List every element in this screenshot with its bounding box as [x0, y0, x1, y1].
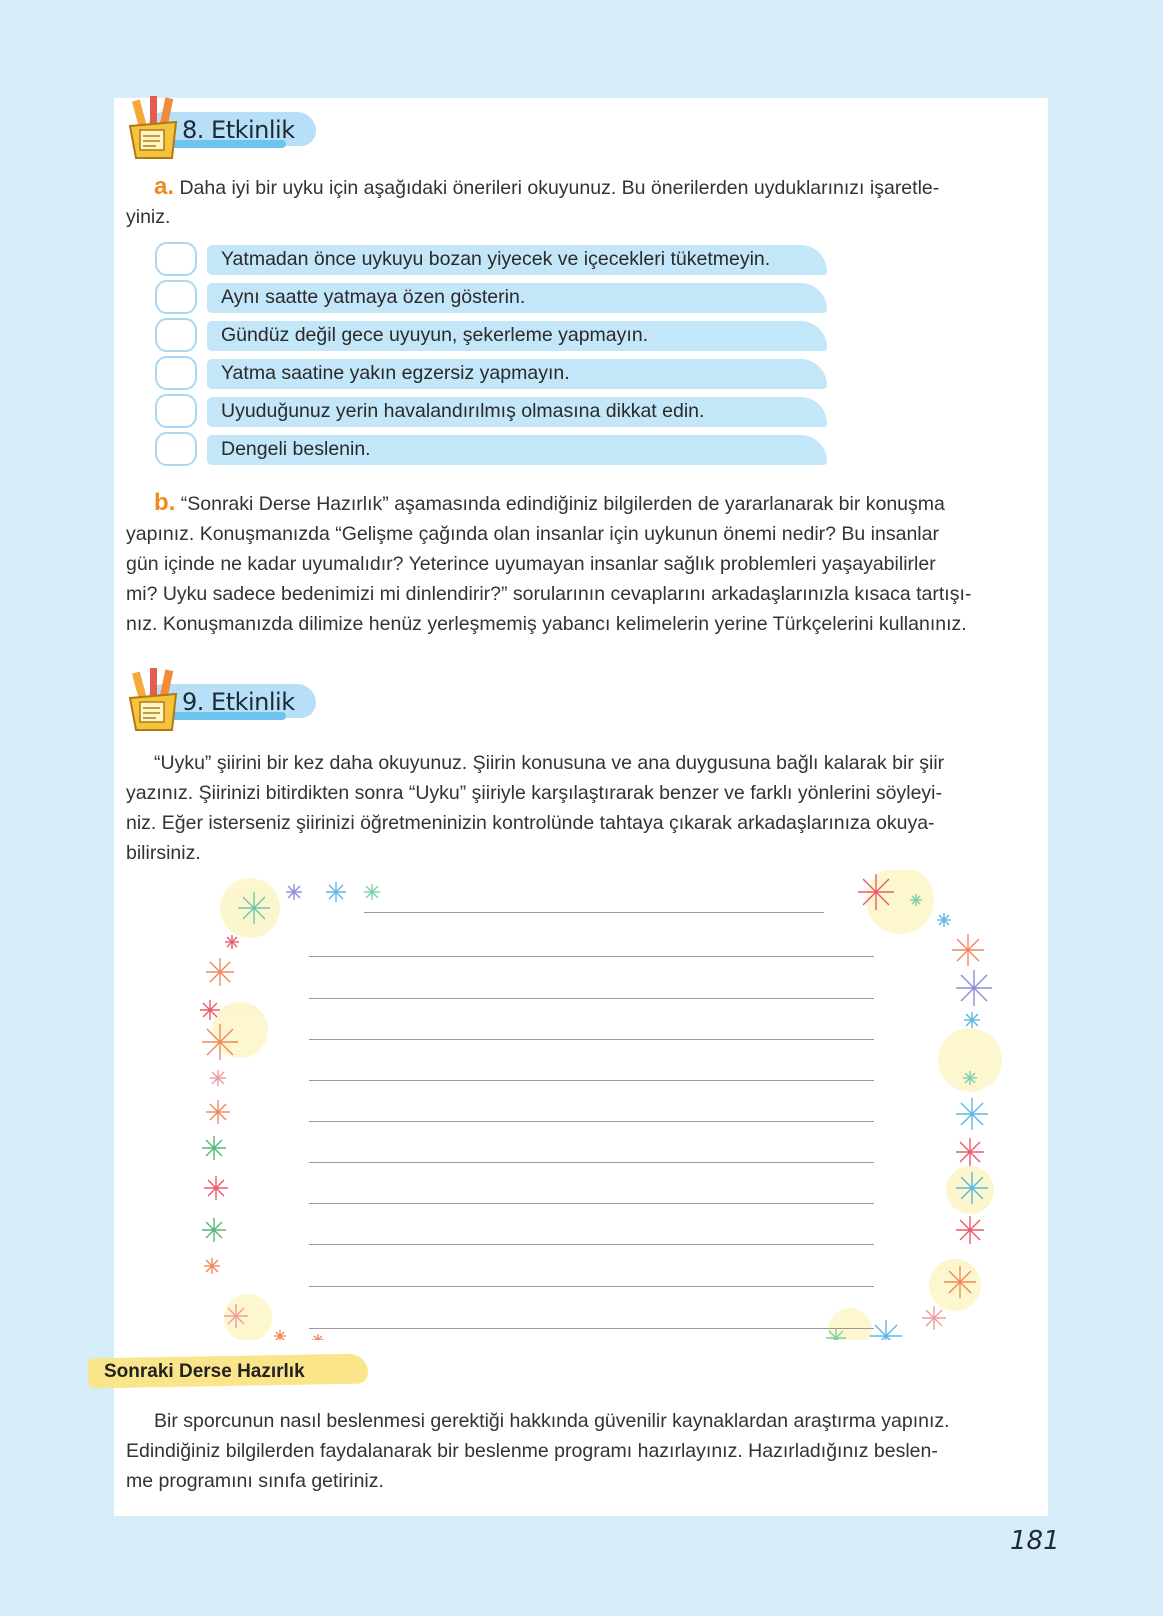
writing-line[interactable]: [309, 1080, 874, 1081]
part-a-instruction: a. Daha iyi bir uyku için aşağıdaki önerileri okuyunuz. Bu önerilerden uyduklarınızı işaretle-: [126, 172, 1036, 203]
pencil-cup-icon: [126, 668, 186, 734]
pencil-cup-icon: [126, 96, 186, 162]
checklist-item[interactable]: Aynı saatte yatmaya özen gösterin.: [155, 280, 855, 316]
prep-header: [88, 1352, 373, 1392]
writing-line[interactable]: [309, 1039, 874, 1040]
checklist-item[interactable]: Yatma saatine yakın egzersiz yapmayın.: [155, 356, 855, 392]
part-a-instruction-cont: yiniz.: [126, 206, 171, 228]
activity-8-header: [126, 96, 326, 166]
activity-9-paragraph: “Uyku” şiirini bir kez daha okuyunuz. Şiirin konusuna ve ana duygusuna bağlı kalarak bir şiir yazınız. Şiirinizi bitirdikten sonra “Uyku” şiiriyle karşılaştırarak benzer ve farklı yönlerini söyleyi- niz. Eğer isterseniz şiirinizi öğretmeninizin kontrolünde tahtaya çıkarak arkadaşlarınıza okuya- bilirsiniz.: [126, 752, 945, 864]
snowflake-frame-decoration: [190, 870, 1010, 1340]
writing-line[interactable]: [309, 956, 874, 957]
checkbox[interactable]: [155, 280, 197, 314]
activity-9-header: [126, 668, 326, 738]
writing-line[interactable]: [309, 1162, 874, 1163]
checkbox[interactable]: [155, 356, 197, 390]
prep-paragraph: Bir sporcunun nasıl beslenmesi gerektiği hakkında güvenilir kaynaklardan araştırma yapınız. Edindiğiniz bilgilerden faydalanarak bir beslenme programı hazırlayınız. Hazırladığınız beslen- me programını sınıfa getiriniz.: [126, 1410, 950, 1492]
part-b-letter: b.: [154, 489, 176, 516]
writing-line[interactable]: [309, 1203, 874, 1204]
prep-title: Sonraki Derse Hazırlık: [104, 1361, 305, 1382]
checkbox[interactable]: [155, 318, 197, 352]
part-a-letter: a.: [154, 173, 175, 200]
checkbox[interactable]: [155, 432, 197, 466]
activity-9-title: 9. Etkinlik: [182, 688, 295, 716]
activity-8-title: 8. Etkinlik: [182, 116, 295, 144]
checkbox[interactable]: [155, 242, 197, 276]
writing-line[interactable]: [364, 912, 824, 913]
writing-line[interactable]: [309, 1121, 874, 1122]
writing-line[interactable]: [309, 998, 874, 999]
writing-line[interactable]: [309, 1286, 874, 1287]
checklist-item[interactable]: Yatmadan önce uykuyu bozan yiyecek ve içecekleri tüketmeyin.: [155, 242, 855, 278]
checklist-item[interactable]: Gündüz değil gece uyuyun, şekerleme yapmayın.: [155, 318, 855, 354]
checklist-item[interactable]: Dengeli beslenin.: [155, 432, 855, 468]
checklist-item[interactable]: Uyuduğunuz yerin havalandırılmış olmasına dikkat edin.: [155, 394, 855, 430]
writing-line[interactable]: [309, 1328, 874, 1329]
writing-line[interactable]: [309, 1244, 874, 1245]
page-number: 181: [1010, 1526, 1060, 1556]
checkbox[interactable]: [155, 394, 197, 428]
part-b-paragraph: b. “Sonraki Derse Hazırlık” aşamasında edindiğiniz bilgilerden de yararlanarak bir konuşma yapınız. Konuşmanızda “Gelişme çağında olan insanlar için uykunun önemi nedir? Bu insanlar gün içinde ne kadar uyumalıdır? Yeterince uyumayan insanlar sağlık problemleri yaşayabilirler mi? Uyku sadece bedenimizi mi dinlendirir?” sorularının cevaplarını arkadaşlarınızla kısaca tartışı- nız. Konuşmanızda dilimize henüz yerleşmemiş yabancı kelimelerin yerine Türkçelerini kullanınız.: [126, 489, 972, 635]
